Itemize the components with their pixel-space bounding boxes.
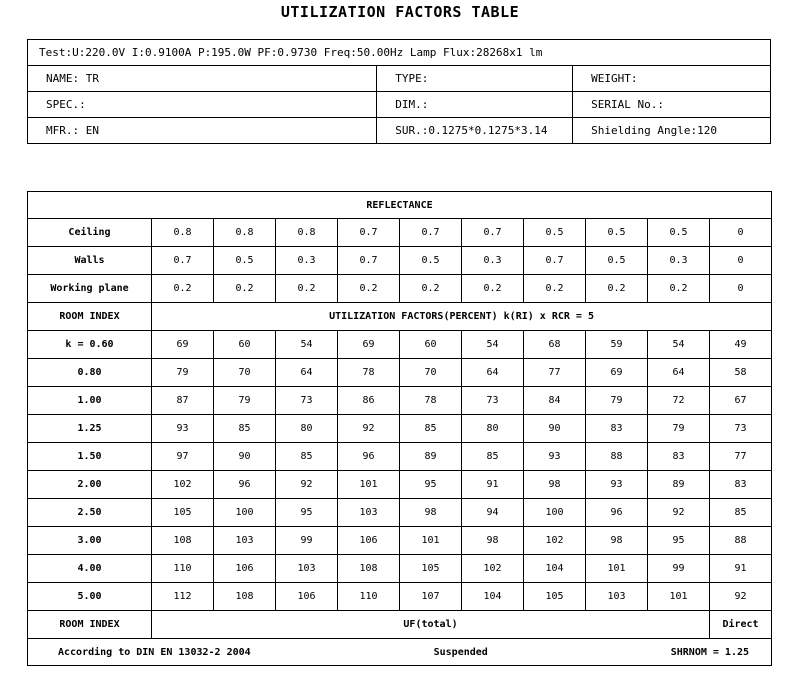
- weight-field: WEIGHT:: [573, 66, 771, 92]
- uf-value: 69: [338, 331, 400, 359]
- uf-value: 87: [152, 387, 214, 415]
- reflectance-value: 0.3: [276, 247, 338, 275]
- shielding-angle-field: Shielding Angle:120: [573, 118, 771, 144]
- reflectance-value: 0.7: [338, 247, 400, 275]
- uf-value: 102: [462, 555, 524, 583]
- uf-value: 89: [648, 471, 710, 499]
- uf-value: 69: [152, 331, 214, 359]
- uf-value: 60: [400, 331, 462, 359]
- uf-value: 79: [214, 387, 276, 415]
- table-row: [28, 387, 772, 415]
- test-line: Test:U:220.0V I:0.9100A P:195.0W PF:0.9730 Freq:50.00Hz Lamp Flux:28268x1 lm: [28, 40, 771, 66]
- uf-value: 108: [152, 527, 214, 555]
- reflectance-label: Walls: [28, 247, 152, 275]
- uf-value: 69: [586, 359, 648, 387]
- uf-value: 102: [524, 527, 586, 555]
- uf-value: 77: [524, 359, 586, 387]
- uf-value: 54: [648, 331, 710, 359]
- uf-value: 106: [338, 527, 400, 555]
- uf-value: 80: [276, 415, 338, 443]
- spec-field: SPEC.:: [28, 92, 377, 118]
- table-row: [28, 499, 772, 527]
- uf-value: 95: [400, 471, 462, 499]
- uf-value: 64: [648, 359, 710, 387]
- shrnom-value: SHRNOM = 1.25: [670, 646, 750, 658]
- uf-value: 93: [152, 415, 214, 443]
- utilization-factors-table: [27, 191, 772, 666]
- reflectance-value: 0.2: [400, 275, 462, 303]
- uf-value: 70: [214, 359, 276, 387]
- reflectance-value: 0.2: [152, 275, 214, 303]
- reflectance-value: 0.2: [524, 275, 586, 303]
- uf-value: 99: [648, 555, 710, 583]
- name-field: NAME: TR: [28, 66, 377, 92]
- room-index-value: 5.00: [28, 583, 152, 611]
- reflectance-value: 0.5: [214, 247, 276, 275]
- uf-value: 85: [276, 443, 338, 471]
- uf-value: 60: [214, 331, 276, 359]
- uf-value: 108: [338, 555, 400, 583]
- room-index-header-row: [28, 303, 772, 331]
- standard-row: [28, 639, 772, 666]
- uf-value: 104: [524, 555, 586, 583]
- footer-row: [28, 611, 772, 639]
- uf-value: 79: [648, 415, 710, 443]
- uf-value: 103: [214, 527, 276, 555]
- uf-value: 107: [400, 583, 462, 611]
- reflectance-value: 0.3: [648, 247, 710, 275]
- reflectance-value: 0.8: [152, 219, 214, 247]
- reflectance-value: 0.8: [276, 219, 338, 247]
- uf-value: 64: [276, 359, 338, 387]
- uf-value: 103: [276, 555, 338, 583]
- uf-value: 83: [710, 471, 772, 499]
- room-index-value: 2.50: [28, 499, 152, 527]
- uf-value: 100: [524, 499, 586, 527]
- reflectance-value: 0.2: [648, 275, 710, 303]
- room-index-value: 1.25: [28, 415, 152, 443]
- reflectance-row: [28, 219, 772, 247]
- uf-value: 101: [400, 527, 462, 555]
- reflectance-header: REFLECTANCE: [28, 192, 772, 219]
- reflectance-value: 0.5: [400, 247, 462, 275]
- uf-value: 102: [152, 471, 214, 499]
- table-row: [28, 555, 772, 583]
- uf-value: 73: [276, 387, 338, 415]
- uf-value: 73: [462, 387, 524, 415]
- uf-value: 101: [338, 471, 400, 499]
- uf-value: 79: [586, 387, 648, 415]
- room-index-value: 1.00: [28, 387, 152, 415]
- uf-value: 108: [214, 583, 276, 611]
- uf-value: 92: [276, 471, 338, 499]
- room-index-value: 4.00: [28, 555, 152, 583]
- uf-value: 80: [462, 415, 524, 443]
- uf-value: 97: [152, 443, 214, 471]
- reflectance-header-row: [28, 192, 772, 219]
- uf-value: 54: [276, 331, 338, 359]
- uf-value: 78: [400, 387, 462, 415]
- room-index-value: 0.80: [28, 359, 152, 387]
- uf-value: 105: [152, 499, 214, 527]
- uf-value: 100: [214, 499, 276, 527]
- reflectance-value: 0.7: [524, 247, 586, 275]
- reflectance-value: 0.5: [524, 219, 586, 247]
- room-index-value: 1.50: [28, 443, 152, 471]
- table-row: [28, 443, 772, 471]
- uf-value: 68: [524, 331, 586, 359]
- uf-value: 98: [524, 471, 586, 499]
- uf-value: 85: [400, 415, 462, 443]
- reflectance-row: [28, 247, 772, 275]
- uf-value: 83: [648, 443, 710, 471]
- type-field: TYPE:: [377, 66, 573, 92]
- mfr-field: MFR.: EN: [28, 118, 377, 144]
- uf-value: 103: [586, 583, 648, 611]
- uf-value: 98: [586, 527, 648, 555]
- reflectance-value: 0.5: [586, 219, 648, 247]
- uf-value: 85: [462, 443, 524, 471]
- uf-value: 88: [710, 527, 772, 555]
- reflectance-value: 0: [710, 275, 772, 303]
- uf-value: 106: [214, 555, 276, 583]
- uf-value: 112: [152, 583, 214, 611]
- uf-value: 84: [524, 387, 586, 415]
- table-row: [28, 331, 772, 359]
- reflectance-row: [28, 275, 772, 303]
- standard-note: [28, 639, 772, 666]
- table-row: [28, 527, 772, 555]
- table-row: [28, 359, 772, 387]
- uf-value: 98: [462, 527, 524, 555]
- uf-value: 67: [710, 387, 772, 415]
- uf-value: 86: [338, 387, 400, 415]
- uf-value: 105: [400, 555, 462, 583]
- uf-value: 91: [462, 471, 524, 499]
- uf-value: 85: [710, 499, 772, 527]
- sur-field: SUR.:0.1275*0.1275*3.14: [377, 118, 573, 144]
- uf-value: 98: [400, 499, 462, 527]
- table-row: [28, 583, 772, 611]
- uf-value: 49: [710, 331, 772, 359]
- uf-value: 92: [710, 583, 772, 611]
- room-index-value: 2.00: [28, 471, 152, 499]
- uf-value: 103: [338, 499, 400, 527]
- uf-value: 58: [710, 359, 772, 387]
- footer-room-index: ROOM INDEX: [28, 611, 152, 639]
- uf-value: 93: [586, 471, 648, 499]
- reflectance-value: 0.2: [462, 275, 524, 303]
- reflectance-value: 0: [710, 219, 772, 247]
- uf-value: 101: [586, 555, 648, 583]
- uf-value: 78: [338, 359, 400, 387]
- uf-value: 72: [648, 387, 710, 415]
- uf-value: 99: [276, 527, 338, 555]
- uf-value: 90: [214, 443, 276, 471]
- table-row: [28, 415, 772, 443]
- page-title: UTILIZATION FACTORS TABLE: [280, 3, 520, 21]
- uf-value: 90: [524, 415, 586, 443]
- room-index-value: k = 0.60: [28, 331, 152, 359]
- uf-value: 92: [338, 415, 400, 443]
- room-index-value: 3.00: [28, 527, 152, 555]
- reflectance-value: 0.5: [586, 247, 648, 275]
- uf-value: 91: [710, 555, 772, 583]
- uf-value: 89: [400, 443, 462, 471]
- uf-value: 105: [524, 583, 586, 611]
- reflectance-value: 0.7: [462, 219, 524, 247]
- room-index-label: ROOM INDEX: [28, 303, 152, 331]
- uf-value: 85: [214, 415, 276, 443]
- reflectance-value: 0.5: [648, 219, 710, 247]
- reflectance-value: 0.2: [276, 275, 338, 303]
- dim-field: DIM.:: [377, 92, 573, 118]
- uf-value: 64: [462, 359, 524, 387]
- reflectance-value: 0.7: [338, 219, 400, 247]
- reflectance-label: Working plane: [28, 275, 152, 303]
- reflectance-value: 0.2: [586, 275, 648, 303]
- uf-value: 77: [710, 443, 772, 471]
- uf-value: 95: [648, 527, 710, 555]
- uf-value: 104: [462, 583, 524, 611]
- uf-value: 70: [400, 359, 462, 387]
- uf-value: 96: [214, 471, 276, 499]
- uf-value: 79: [152, 359, 214, 387]
- uf-value: 54: [462, 331, 524, 359]
- uf-value: 96: [338, 443, 400, 471]
- uf-value: 110: [152, 555, 214, 583]
- lamp-info-table: [27, 39, 771, 144]
- serial-field: SERIAL No.:: [573, 92, 771, 118]
- uf-value: 92: [648, 499, 710, 527]
- uf-value: 73: [710, 415, 772, 443]
- reflectance-value: 0.3: [462, 247, 524, 275]
- uf-value: 94: [462, 499, 524, 527]
- reflectance-value: 0: [710, 247, 772, 275]
- uf-value: 101: [648, 583, 710, 611]
- uf-header: UTILIZATION FACTORS(PERCENT) k(RI) x RCR = 5: [152, 303, 772, 331]
- uf-total-label: UF(total): [152, 611, 710, 639]
- uf-value: 96: [586, 499, 648, 527]
- mounting-type: Suspended: [433, 646, 488, 658]
- reflectance-label: Ceiling: [28, 219, 152, 247]
- table-row: [28, 471, 772, 499]
- uf-value: 110: [338, 583, 400, 611]
- direct-label: Direct: [710, 611, 772, 639]
- standard-reference: According to DIN EN 13032-2 2004: [58, 646, 251, 658]
- reflectance-value: 0.8: [214, 219, 276, 247]
- reflectance-value: 0.2: [214, 275, 276, 303]
- reflectance-value: 0.7: [152, 247, 214, 275]
- uf-value: 95: [276, 499, 338, 527]
- reflectance-value: 0.2: [338, 275, 400, 303]
- uf-value: 88: [586, 443, 648, 471]
- uf-value: 83: [586, 415, 648, 443]
- uf-value: 106: [276, 583, 338, 611]
- uf-value: 59: [586, 331, 648, 359]
- reflectance-value: 0.7: [400, 219, 462, 247]
- uf-value: 93: [524, 443, 586, 471]
- standard-note-content: [28, 647, 771, 658]
